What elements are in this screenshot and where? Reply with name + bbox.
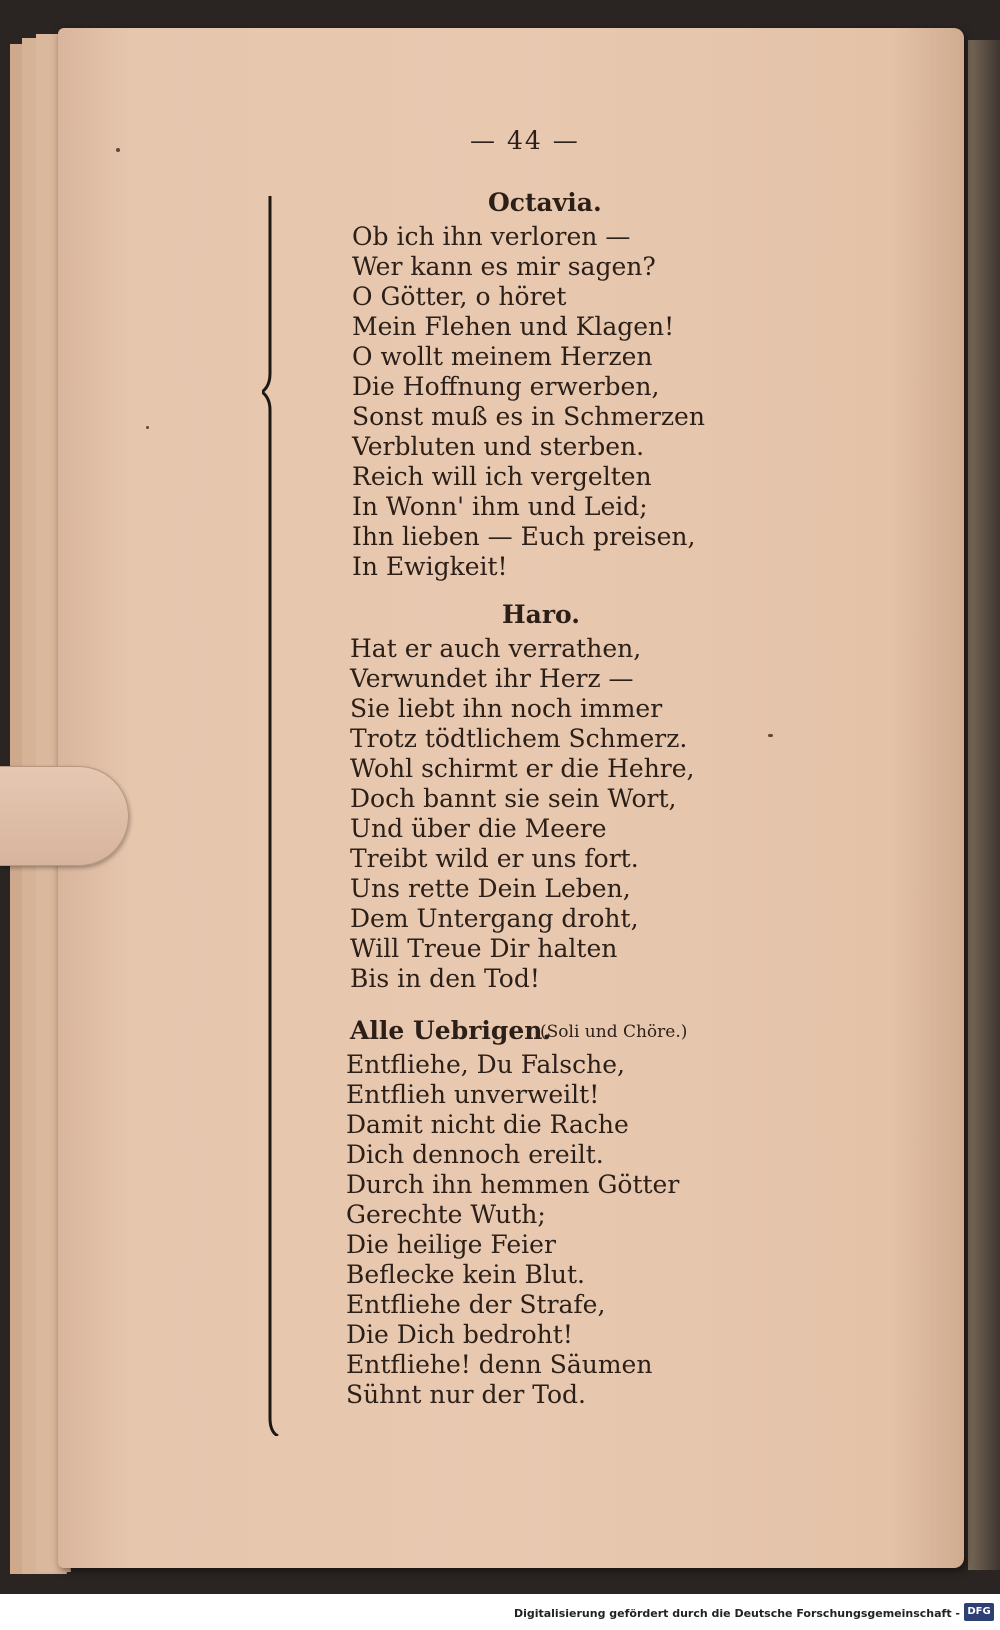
verse-line: Sie liebt ihn noch immer — [350, 694, 663, 723]
verse-line: Ihn lieben — Euch preisen, — [352, 522, 696, 551]
left-brace — [262, 196, 292, 1436]
verse-line: Will Treue Dir halten — [350, 934, 618, 963]
speaker-heading: Octavia. — [488, 188, 602, 217]
verse-line: Damit nicht die Rache — [346, 1110, 629, 1139]
verse-line: Dem Untergang droht, — [350, 904, 639, 933]
verse-line: In Ewigkeit! — [352, 552, 508, 581]
verse-line: Verbluten und sterben. — [352, 432, 645, 461]
verse-line: Entfliehe, Du Falsche, — [346, 1050, 625, 1079]
verse-line: Hat er auch verrathen, — [350, 634, 642, 663]
dfg-logo: DFG — [964, 1603, 994, 1621]
bookmark-tab — [0, 766, 129, 866]
verse-line: In Wonn' ihm und Leid; — [352, 492, 648, 521]
verse-line: Die heilige Feier — [346, 1230, 556, 1259]
verse-line: Entflieh unverweilt! — [346, 1080, 600, 1109]
verse-line: Die Hoffnung erwerben, — [352, 372, 660, 401]
paper-speck — [768, 734, 773, 737]
book-spine — [968, 40, 1000, 1570]
verse-line: Gerechte Wuth; — [346, 1200, 546, 1229]
verse-line: Doch bannt sie sein Wort, — [350, 784, 677, 813]
verse-line: Ob ich ihn verloren — — [352, 222, 631, 251]
verse-line: Mein Flehen und Klagen! — [352, 312, 675, 341]
verse-line: Entfliehe! denn Säumen — [346, 1350, 653, 1379]
verse-line: Dich dennoch ereilt. — [346, 1140, 604, 1169]
verse-line: Und über die Meere — [350, 814, 607, 843]
verse-line: Entfliehe der Strafe, — [346, 1290, 606, 1319]
verse-line: O wollt meinem Herzen — [352, 342, 653, 371]
page-number: — 44 — — [470, 126, 580, 155]
verse-line: Verwundet ihr Herz — — [350, 664, 634, 693]
stage-note: (Soli und Chöre.) — [540, 1022, 688, 1042]
verse-line: Reich will ich vergelten — [352, 462, 652, 491]
verse-line: Sühnt nur der Tod. — [346, 1380, 586, 1409]
verse-line: O Götter, o höret — [352, 282, 567, 311]
verse-line: Die Dich bedroht! — [346, 1320, 573, 1349]
verse-line: Wohl schirmt er die Hehre, — [350, 754, 695, 783]
verse-line: Wer kann es mir sagen? — [352, 252, 656, 281]
verse-line: Durch ihn hemmen Götter — [346, 1170, 680, 1199]
digitization-credit: Digitalisierung gefördert durch die Deutsche Forschungsgemeinschaft - — [513, 1607, 960, 1620]
speaker-heading: Alle Uebrigen. — [350, 1016, 552, 1045]
verse-line: Beflecke kein Blut. — [346, 1260, 585, 1289]
verse-line: Trotz tödtlichem Schmerz. — [350, 724, 688, 753]
verse-line: Sonst muß es in Schmerzen — [352, 402, 705, 431]
verse-line: Bis in den Tod! — [350, 964, 540, 993]
verse-line: Treibt wild er uns fort. — [350, 844, 639, 873]
verse-line: Uns rette Dein Leben, — [350, 874, 631, 903]
speaker-heading: Haro. — [502, 600, 580, 629]
paper-speck — [146, 426, 149, 429]
paper-speck — [116, 148, 120, 152]
